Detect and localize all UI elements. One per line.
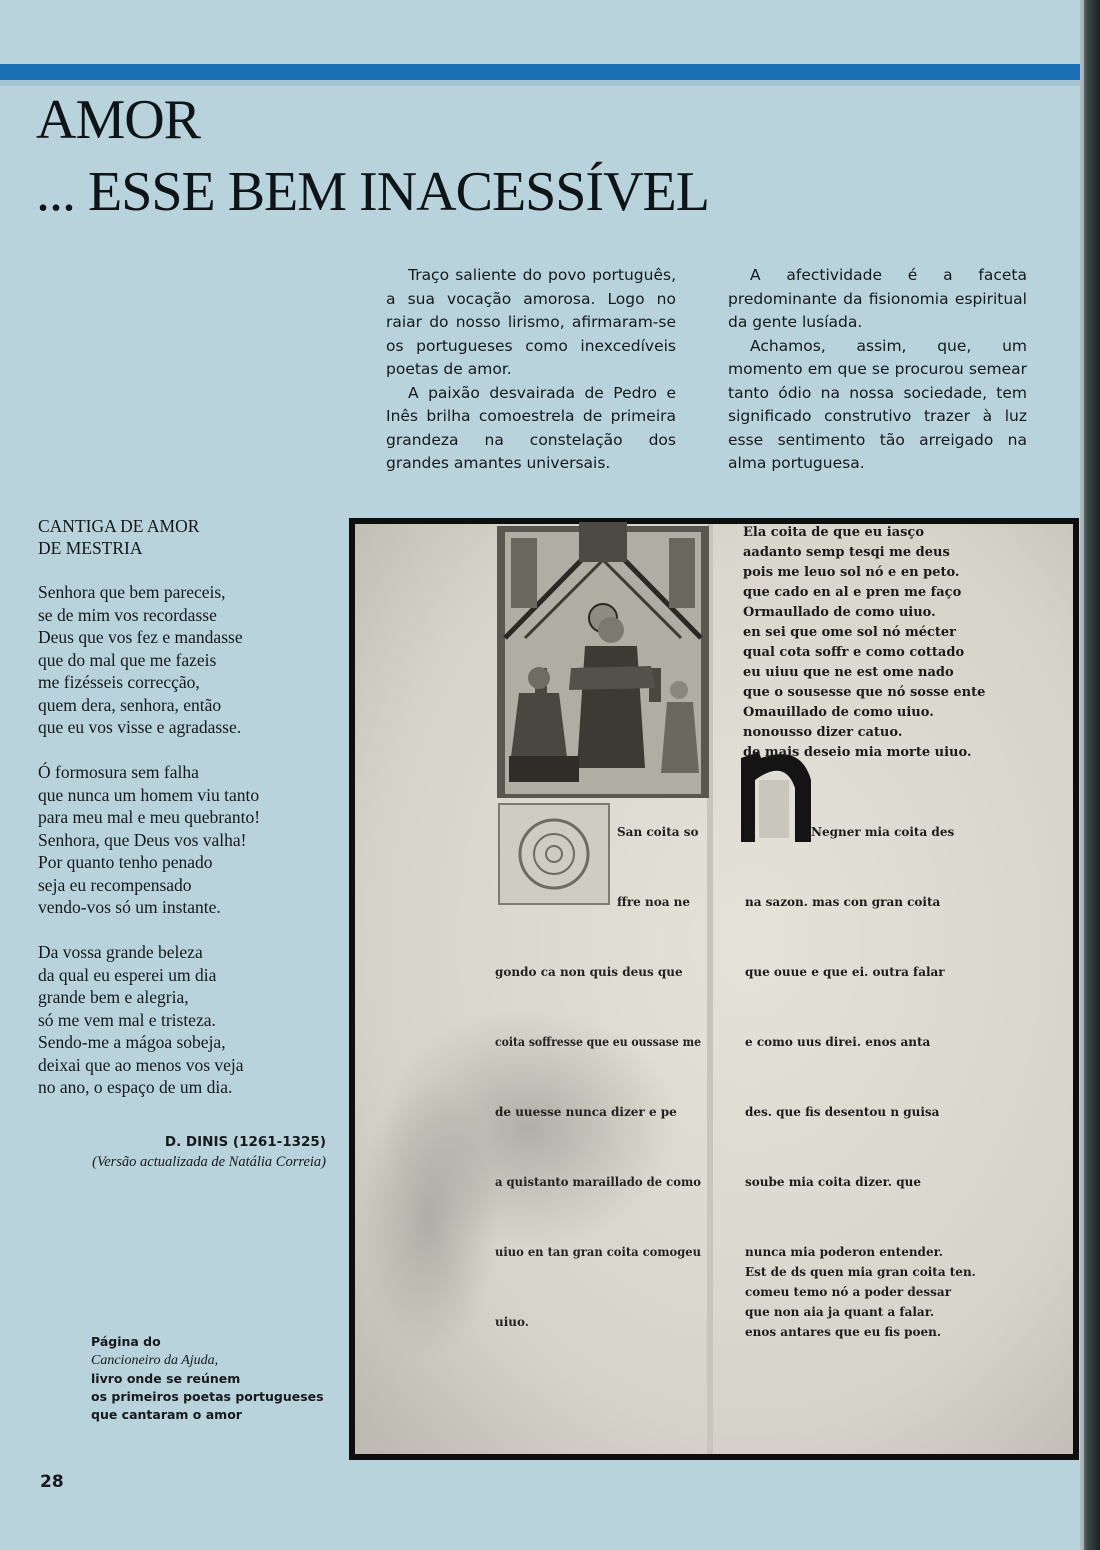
poem-line: vendo-vos só um instante. <box>38 897 221 917</box>
poem-version-note: (Versão actualizada de Natália Correia) <box>92 1154 326 1170</box>
caption-line: que cantaram o amor <box>91 1407 242 1422</box>
manuscript-line: Est de ds quen mia gran coita ten. <box>745 1265 976 1279</box>
manuscript-line: Negner mia coita des <box>811 825 955 839</box>
poem-line: que do mal que me fazeis <box>38 649 217 670</box>
manuscript-line: uiuo en tan gran coita comogeu <box>495 1245 702 1259</box>
manuscript-line: soube mia coita dizer. que <box>745 1175 921 1189</box>
poem-line: quem dera, senhora, então <box>38 694 222 715</box>
caption-book-title: Cancioneiro da Ajuda, <box>91 1353 219 1368</box>
manuscript-line: a quistanto maraillado de como <box>495 1175 701 1189</box>
illumination-miniature <box>497 522 709 798</box>
intro-column-2 <box>728 264 1027 476</box>
caption-line: livro onde se reúnem <box>91 1371 241 1386</box>
manuscript-line: que cado en al e pren me faço <box>743 585 962 600</box>
poem-line: deixai que ao menos vos veja <box>38 1054 244 1075</box>
title-line-2: ... ESSE BEM INACESSÍVEL <box>36 161 709 223</box>
caption-line: os primeiros poetas portugueses <box>91 1389 324 1404</box>
poem-stanza <box>38 761 338 919</box>
poem-line: Senhora, que Deus vos valha! <box>38 829 247 850</box>
manuscript-line: ffre noa ne <box>617 895 691 909</box>
poem-title-line: CANTIGA DE AMOR <box>38 516 200 536</box>
title-line-1: AMOR <box>36 89 201 151</box>
poem-line: me fizésseis correcção, <box>38 672 200 692</box>
manuscript-line: gondo ca non quis deus que <box>495 965 683 979</box>
poem-line: Deus que vos fez e mandasse <box>38 627 243 647</box>
manuscript-line: nunca mia poderon entender. <box>745 1245 943 1259</box>
poem-body <box>38 581 338 1121</box>
poem-line: Por quanto tenho penado <box>38 852 213 872</box>
manuscript-line: Omauillado de como uiuo. <box>743 705 934 720</box>
caption-line: Página do <box>91 1334 161 1349</box>
manuscript-line: uiuo. <box>495 1315 529 1329</box>
manuscript-line: des. que fis desentou n guisa <box>745 1105 940 1119</box>
poem-line: para meu mal e meu quebranto! <box>38 807 261 827</box>
page-edge <box>1080 0 1100 1550</box>
decorated-initial <box>499 804 609 904</box>
poem-line: no ano, o espaço de um dia. <box>38 1077 233 1097</box>
poem-line: se de mim vos recordasse <box>38 604 217 625</box>
poem-line: só me vem mal e tristeza. <box>38 1009 216 1030</box>
poem-line: grande bem e alegria, <box>38 987 189 1007</box>
manuscript-line: que o sousesse que nó sosse ente <box>743 685 986 700</box>
poem-title-line: DE MESTRIA <box>38 538 143 558</box>
manuscript-line: pois me leuo sol nó e en peto. <box>743 565 960 580</box>
intro-column-1 <box>386 264 676 476</box>
manuscript-line: San coita so <box>617 825 699 839</box>
initial-letter-n <box>741 752 811 842</box>
manuscript-line: que non aia ja quant a falar. <box>745 1305 935 1319</box>
poem-line: seja eu recompensado <box>38 874 192 895</box>
intro-paragraph: A afectividade é a faceta predominante da fisionomia espiritual da gente lusíada. <box>728 266 1027 331</box>
manuscript-line: aadanto semp tesqi me deus <box>743 545 950 560</box>
manuscript-line: Ormaullado de como uiuo. <box>743 605 936 620</box>
poem-stanza <box>38 941 338 1099</box>
manuscript-line: e como uus direi. enos anta <box>745 1035 931 1049</box>
manuscript-line: de mais deseio mia morte uiuo. <box>743 745 972 760</box>
poem-author: D. DINIS (1261-1325) <box>164 1134 326 1150</box>
poem-title <box>38 515 298 559</box>
poem-line: da qual eu esperei um dia <box>38 964 217 985</box>
manuscript-line: enos antares que eu fis poen. <box>745 1325 942 1339</box>
intro-paragraph: A paixão desvairada de Pedro e Inês brilha comoestrela de primeira grandeza na constelação dos grandes amantes universais. <box>386 383 676 472</box>
poem-line: Da vossa grande beleza <box>38 942 203 962</box>
manuscript-stain <box>359 1078 499 1358</box>
manuscript-line: Ela coita de que eu iasço <box>743 525 925 540</box>
manuscript-line: na sazon. mas con gran coita <box>745 895 941 909</box>
intro-paragraph: Traço saliente do povo português, a sua vocação amorosa. Logo no raiar do nosso lirismo, afirmaram-se os portugueses como inexcedíveis poetas de amor. <box>386 266 676 378</box>
page-number: 28 <box>40 1472 64 1492</box>
poem-line: Ó formosura sem falha <box>38 762 199 782</box>
poem-line: Sendo-me a mágoa sobeja, <box>38 1032 226 1052</box>
poem-line: que nunca um homem viu tanto <box>38 784 260 805</box>
manuscript-line: coita soffresse que eu oussase me <box>495 1035 702 1049</box>
manuscript-line: que ouue e que ei. outra falar <box>745 965 945 979</box>
poem-stanza <box>38 581 338 739</box>
manuscript-line: eu uiuu que ne est ome nado <box>743 665 954 680</box>
manuscript-line: nonousso dizer catuo. <box>743 725 903 740</box>
poem-line: Senhora que bem pareceis, <box>38 582 226 602</box>
manuscript-photo <box>349 518 1079 1460</box>
top-color-band <box>0 64 1100 80</box>
manuscript-line: de uuesse nunca dizer e pe <box>495 1105 677 1119</box>
manuscript-line: qual cota soffr e como cottado <box>743 645 965 660</box>
poem-line: que eu vos visse e agradasse. <box>38 717 242 737</box>
manuscript-line: comeu temo nó a poder dessar <box>745 1285 952 1299</box>
intro-paragraph: Achamos, assim, que, um momento em que se procurou semear tanto ódio na nossa sociedade, tem significado construtivo trazer à luz esse sentimento tão arreigado na alma portuguesa. <box>728 336 1027 472</box>
image-caption <box>91 1333 341 1424</box>
manuscript-line: en sei que ome sol nó mécter <box>743 625 957 640</box>
